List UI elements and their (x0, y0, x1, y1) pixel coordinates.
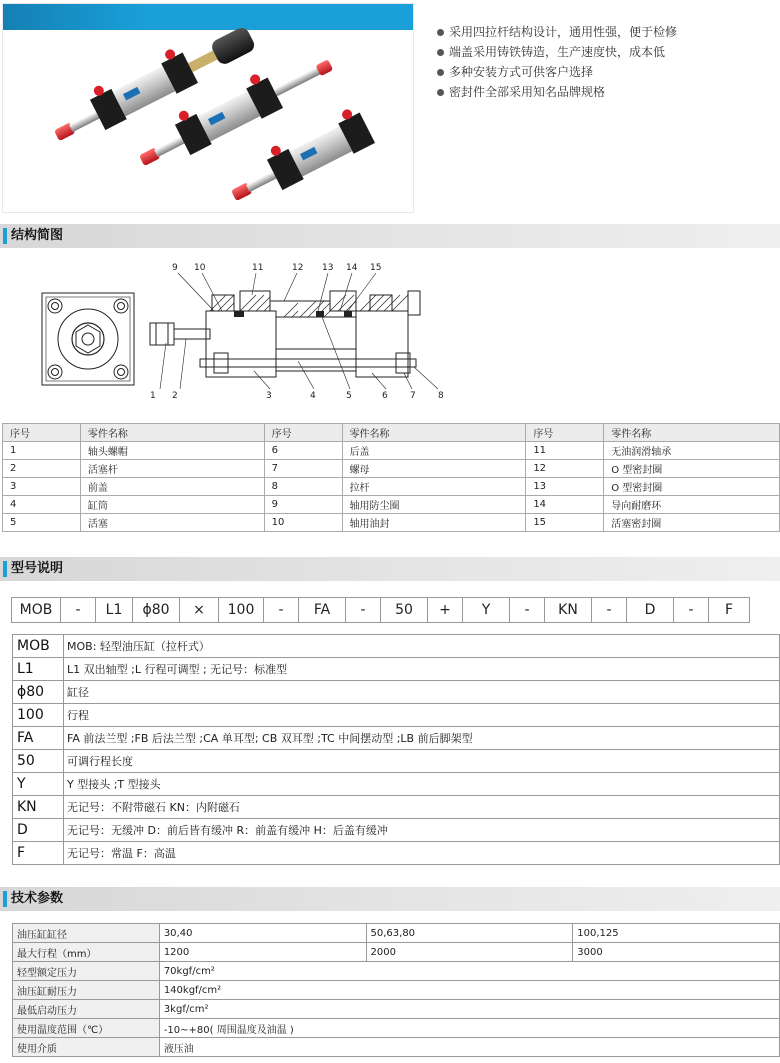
table-row (13, 943, 780, 962)
callout-3: 3 (266, 391, 272, 401)
callout-4: 4 (310, 391, 316, 401)
legend-description: 行程 (64, 704, 780, 727)
callout-7: 7 (410, 391, 416, 401)
feature-item: 采用四拉杆结构设计，通用性强，便于检修 (437, 22, 677, 42)
table-row (3, 442, 780, 460)
structure-diagram (0, 255, 780, 420)
table-row (13, 750, 780, 773)
legend-description: 无记号：无缓冲 D：前后皆有缓冲 R：前盖有缓冲 H：后盖有缓冲 (64, 819, 780, 842)
callout-14: 14 (346, 263, 358, 273)
legend-code: ϕ80 (13, 681, 64, 704)
table-row (13, 658, 780, 681)
table-cell: 轴用油封 (342, 514, 526, 532)
table-row (13, 981, 780, 1000)
legend-code: L1 (13, 658, 64, 681)
table-row (13, 727, 780, 750)
param-value: 140kgf/cm² (159, 981, 779, 1000)
section-title: 型号说明 (11, 561, 64, 576)
callout-15: 15 (370, 263, 382, 273)
table-row (13, 635, 780, 658)
table-cell: 14 (526, 496, 604, 514)
legend-description: 无记号：不附带磁石 KN：内附磁石 (64, 796, 780, 819)
table-cell: 轴用防尘圈 (342, 496, 526, 514)
product-photo (2, 3, 414, 213)
param-value: 3kgf/cm² (159, 1000, 779, 1019)
section-title: 结构简图 (11, 228, 64, 243)
table-cell: 活塞杆 (80, 460, 264, 478)
param-value: 50,63,80 (366, 924, 573, 943)
table-cell: 12 (526, 460, 604, 478)
table-cell: 前盖 (80, 478, 264, 496)
table-cell: 15 (526, 514, 604, 532)
param-value: 3000 (573, 943, 780, 962)
cylinder-cross-section-drawing (0, 255, 780, 420)
model-code-row (12, 597, 750, 623)
param-label: 使用介质 (13, 1038, 160, 1057)
section-header-structure (0, 224, 780, 248)
table-cell: 8 (264, 478, 342, 496)
column-header: 零件名称 (342, 424, 526, 442)
table-cell: 活塞 (80, 514, 264, 532)
column-header: 零件名称 (80, 424, 264, 442)
section-marker (3, 228, 7, 244)
column-header: 零件名称 (604, 424, 780, 442)
callout-9: 9 (172, 263, 178, 273)
model-legend-table (12, 634, 780, 865)
section-header-tech (0, 887, 780, 911)
table-cell: 9 (264, 496, 342, 514)
table-cell: O 型密封圈 (604, 478, 780, 496)
legend-code: 100 (13, 704, 64, 727)
callout-13: 13 (322, 263, 334, 273)
callout-11: 11 (252, 263, 264, 273)
model-code-part: 50 (380, 597, 428, 623)
tech-params-table (12, 923, 780, 1057)
column-header: 序号 (264, 424, 342, 442)
legend-code: FA (13, 727, 64, 750)
model-code-part: L1 (95, 597, 133, 623)
legend-description: 缸径 (64, 681, 780, 704)
feature-item: 端盖采用铸铁铸造，生产速度快，成本低 (437, 42, 677, 62)
model-code-part: MOB (11, 597, 61, 623)
legend-code: F (13, 842, 64, 865)
table-cell: 活塞密封圈 (604, 514, 780, 532)
feature-list (437, 22, 677, 102)
table-row (13, 962, 780, 981)
legend-description: 可调行程长度 (64, 750, 780, 773)
param-value: 30,40 (159, 924, 366, 943)
model-code-part: FA (298, 597, 346, 623)
column-header: 序号 (3, 424, 81, 442)
param-value: 2000 (366, 943, 573, 962)
legend-description: 无记号：常温 F：高温 (64, 842, 780, 865)
table-cell: 无油润滑轴承 (604, 442, 780, 460)
model-code-part: 100 (218, 597, 264, 623)
callout-12: 12 (292, 263, 304, 273)
model-code-separator: - (509, 597, 545, 623)
table-row (13, 1038, 780, 1057)
param-label: 使用温度范围（℃） (13, 1019, 160, 1038)
table-cell: 1 (3, 442, 81, 460)
table-row (3, 496, 780, 514)
callout-8: 8 (438, 391, 444, 401)
legend-description: L1 双出轴型 ;L 行程可调型 ; 无记号：标准型 (64, 658, 780, 681)
table-cell: 轴头螺帽 (80, 442, 264, 460)
callout-10: 10 (194, 263, 206, 273)
model-code-separator: - (60, 597, 96, 623)
model-code-part: D (626, 597, 674, 623)
legend-code: 50 (13, 750, 64, 773)
model-code-separator: - (673, 597, 709, 623)
param-label: 最低启动压力 (13, 1000, 160, 1019)
param-label: 最大行程（mm） (13, 943, 160, 962)
table-row (3, 514, 780, 532)
table-cell: 2 (3, 460, 81, 478)
model-code-separator: × (179, 597, 219, 623)
table-cell: 螺母 (342, 460, 526, 478)
legend-description: MOB: 轻型油压缸（拉杆式） (64, 635, 780, 658)
table-cell: O 型密封圈 (604, 460, 780, 478)
table-cell: 后盖 (342, 442, 526, 460)
table-cell: 4 (3, 496, 81, 514)
column-header: 序号 (526, 424, 604, 442)
table-row (13, 924, 780, 943)
table-cell: 13 (526, 478, 604, 496)
param-label: 油压缸缸径 (13, 924, 160, 943)
param-value: 70kgf/cm² (159, 962, 779, 981)
callout-6: 6 (382, 391, 388, 401)
table-cell: 11 (526, 442, 604, 460)
legend-code: KN (13, 796, 64, 819)
param-value: 液压油 (159, 1038, 779, 1057)
model-code-separator: - (345, 597, 381, 623)
callout-5: 5 (346, 391, 352, 401)
model-code-part: KN (544, 597, 592, 623)
feature-item: 多种安装方式可供客户选择 (437, 62, 677, 82)
param-value: 1200 (159, 943, 366, 962)
feature-item: 密封件全部采用知名品牌规格 (437, 82, 677, 102)
section-marker (3, 561, 7, 577)
table-cell: 拉杆 (342, 478, 526, 496)
table-cell: 10 (264, 514, 342, 532)
model-code-separator: + (427, 597, 463, 623)
table-header-row (3, 424, 780, 442)
section-title: 技术参数 (11, 891, 64, 906)
legend-code: Y (13, 773, 64, 796)
legend-description: FA 前法兰型 ;FB 后法兰型 ;CA 单耳型; CB 双耳型 ;TC 中间摆动型 ;LB 前后脚架型 (64, 727, 780, 750)
table-cell: 7 (264, 460, 342, 478)
legend-code: D (13, 819, 64, 842)
table-row (13, 842, 780, 865)
hydraulic-cylinder-illustration (3, 4, 414, 213)
table-row (13, 773, 780, 796)
callout-1: 1 (150, 391, 156, 401)
product-hero (0, 0, 780, 215)
model-code-part: ϕ80 (132, 597, 180, 623)
table-cell: 缸筒 (80, 496, 264, 514)
model-code-separator: - (591, 597, 627, 623)
table-row (13, 1019, 780, 1038)
param-value: 100,125 (573, 924, 780, 943)
table-cell: 5 (3, 514, 81, 532)
table-row (13, 796, 780, 819)
table-cell: 6 (264, 442, 342, 460)
table-row (13, 681, 780, 704)
param-label: 油压缸耐压力 (13, 981, 160, 1000)
parts-table (2, 423, 780, 532)
callout-2: 2 (172, 391, 178, 401)
section-header-model (0, 557, 780, 581)
model-code-part: F (708, 597, 750, 623)
param-value: -10~+80( 周围温度及油温 ) (159, 1019, 779, 1038)
table-row (3, 460, 780, 478)
section-marker (3, 891, 7, 907)
table-cell: 3 (3, 478, 81, 496)
legend-description: Y 型接头 ;T 型接头 (64, 773, 780, 796)
param-label: 轻型额定压力 (13, 962, 160, 981)
table-row (3, 478, 780, 496)
table-cell: 导向耐磨环 (604, 496, 780, 514)
table-row (13, 704, 780, 727)
table-row (13, 1000, 780, 1019)
table-row (13, 819, 780, 842)
model-code-separator: - (263, 597, 299, 623)
model-code-part: Y (462, 597, 510, 623)
legend-code: MOB (13, 635, 64, 658)
